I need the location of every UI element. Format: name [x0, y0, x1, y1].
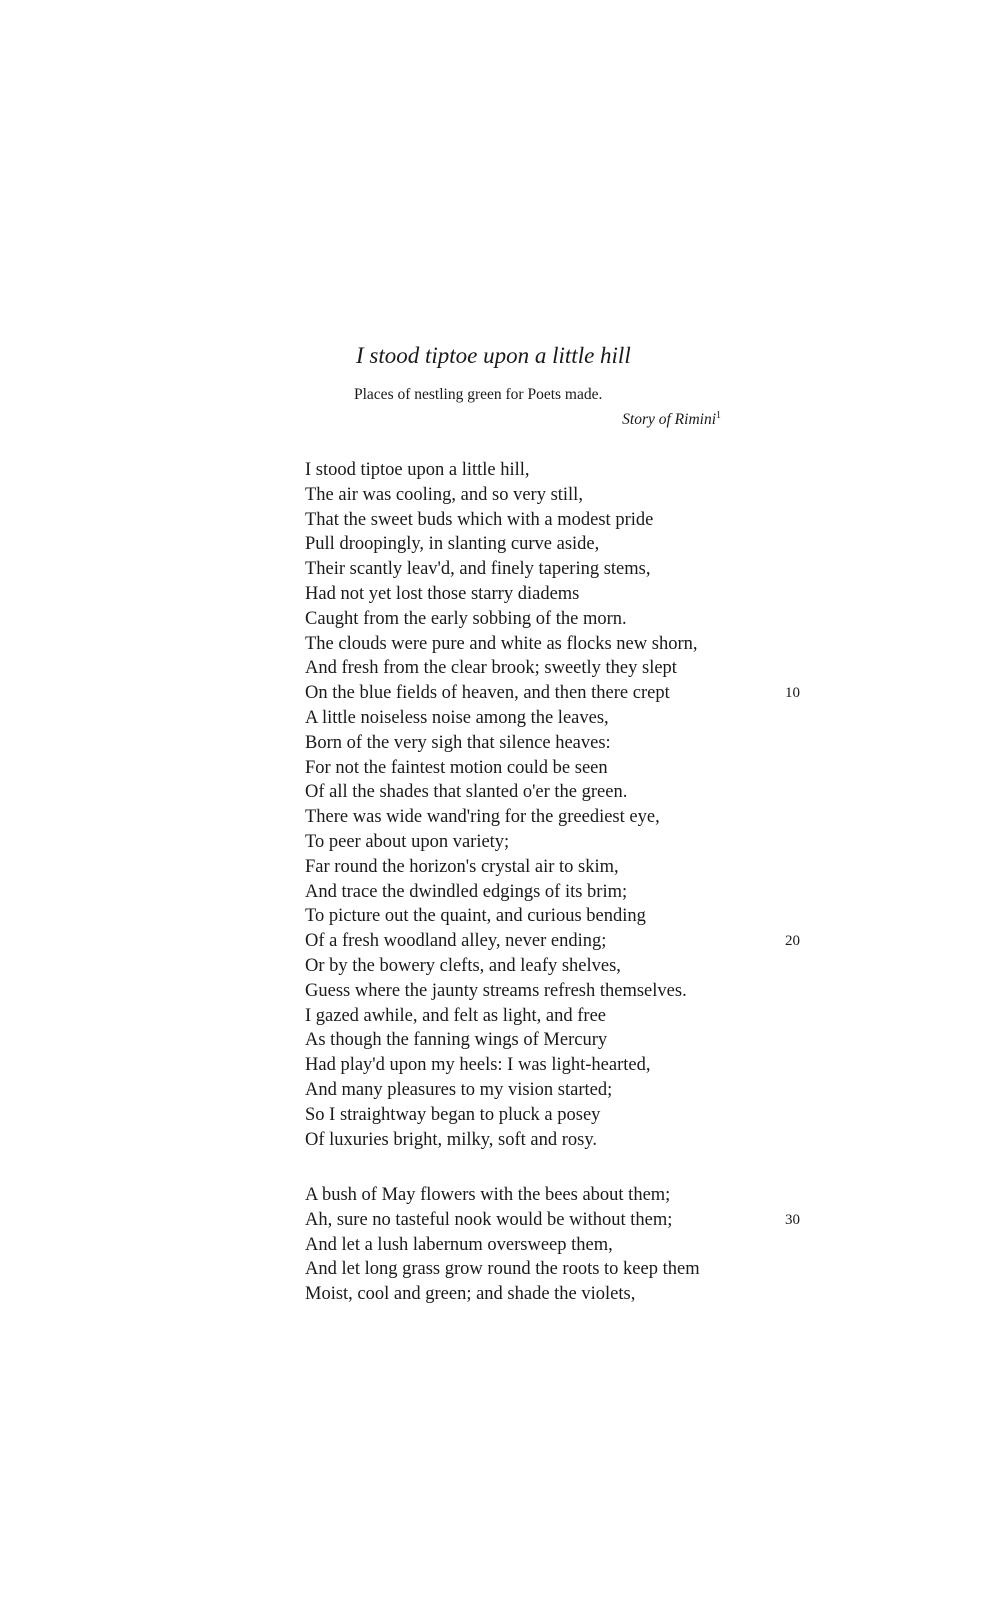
poem-line-text: For not the faintest motion could be seen [305, 757, 608, 778]
poem-line-text: Ah, sure no tasteful nook would be without them; [305, 1209, 673, 1230]
poem-line-text: Of luxuries bright, milky, soft and rosy. [305, 1129, 598, 1150]
poem-line [305, 1128, 805, 1153]
poem-line [305, 483, 805, 508]
poem-line-text: And many pleasures to my vision started; [305, 1079, 613, 1100]
poem-line-text: Pull droopingly, in slanting curve aside, [305, 534, 600, 555]
poem-line-text: Their scantly leav'd, and finely tapering stems, [305, 559, 651, 580]
poem-line [305, 632, 805, 657]
poem-line-text: Caught from the early sobbing of the morn. [305, 608, 627, 629]
poem-line [305, 706, 805, 731]
poem-line-text: Or by the bowery clefts, and leafy shelves, [305, 955, 621, 976]
poem-line-text: And let long grass grow round the roots to keep them [305, 1259, 700, 1280]
poem-line [305, 929, 805, 954]
line-number: 20 [785, 933, 800, 950]
poem-line-text: Far round the horizon's crystal air to skim, [305, 856, 619, 877]
poem-line [305, 1004, 805, 1029]
poem-line-text: There was wide wand'ring for the greediest eye, [305, 807, 660, 828]
poem-line-text: The clouds were pure and white as flocks new shorn, [305, 633, 698, 654]
poem-line-text: So I straightway began to pluck a posey [305, 1104, 601, 1125]
poem-line-text: A little noiseless noise among the leaves, [305, 707, 609, 728]
line-number: 30 [785, 1211, 800, 1228]
poem-line [305, 557, 805, 582]
poem-line [305, 1053, 805, 1078]
poem-line [305, 681, 805, 706]
poem-line-text: A bush of May flowers with the bees about them; [305, 1185, 671, 1205]
stanza [305, 1183, 805, 1307]
poem-line-text: Had play'd upon my heels: I was light-hearted, [305, 1055, 651, 1076]
poem-line [305, 756, 805, 781]
poem-line-text: I stood tiptoe upon a little hill, [305, 460, 530, 480]
poem-line-text: As though the fanning wings of Mercury [305, 1030, 608, 1051]
poem-line [305, 1233, 805, 1258]
poem-line [305, 1183, 805, 1208]
poem-line [305, 731, 805, 756]
line-number: 10 [785, 685, 800, 702]
poem-line-text: That the sweet buds which with a modest pride [305, 509, 654, 530]
poem-line [305, 1257, 805, 1282]
poem-line [305, 607, 805, 632]
poem-line-text: Had not yet lost those starry diadems [305, 583, 580, 604]
poem-line [305, 532, 805, 557]
poem-line-text: I gazed awhile, and felt as light, and free [305, 1005, 607, 1026]
poem-line [305, 979, 805, 1004]
poem-line-text: And fresh from the clear brook; sweetly they slept [305, 658, 677, 679]
poem-line [305, 830, 805, 855]
epigraph-source [356, 410, 721, 430]
poem-line-text: And trace the dwindled edgings of its brim; [305, 881, 628, 902]
poem-line [305, 904, 805, 929]
poem-line [305, 1208, 805, 1233]
poem-line [305, 582, 805, 607]
poem-line [305, 656, 805, 681]
poem-line-text: Guess where the jaunty streams refresh themselves. [305, 980, 687, 1001]
epigraph-source-title: Story of Rimini [622, 411, 716, 428]
poem-line [305, 954, 805, 979]
poem-line [305, 1078, 805, 1103]
poem-line-text: To picture out the quaint, and curious bending [305, 906, 646, 927]
poem-line-text: To peer about upon variety; [305, 831, 510, 852]
poem-line-text: And let a lush labernum oversweep them, [305, 1234, 613, 1255]
epigraph-text: Places of nestling green for Poets made. [354, 386, 603, 403]
poem-line [305, 458, 805, 483]
poem-line [305, 1028, 805, 1053]
poem-line-text: Of a fresh woodland alley, never ending; [305, 931, 607, 952]
poem-line-text: Moist, cool and green; and shade the violets, [305, 1284, 636, 1305]
poem-line-text: Born of the very sigh that silence heaves: [305, 732, 611, 753]
poem-line-text: Of all the shades that slanted o'er the green. [305, 782, 628, 803]
footnote-marker: 1 [716, 410, 721, 421]
poem-line-text: The air was cooling, and so very still, [305, 484, 583, 505]
poem-line [305, 1103, 805, 1128]
poem-title: I stood tiptoe upon a little hill [356, 343, 631, 368]
poem-line [305, 508, 805, 533]
poem-line [305, 855, 805, 880]
poem-line [305, 1282, 805, 1307]
poem-line [305, 880, 805, 905]
stanza [305, 458, 805, 1152]
poem-line [305, 805, 805, 830]
poem-line [305, 780, 805, 805]
poem-line-text: On the blue fields of heaven, and then there crept [305, 683, 670, 704]
